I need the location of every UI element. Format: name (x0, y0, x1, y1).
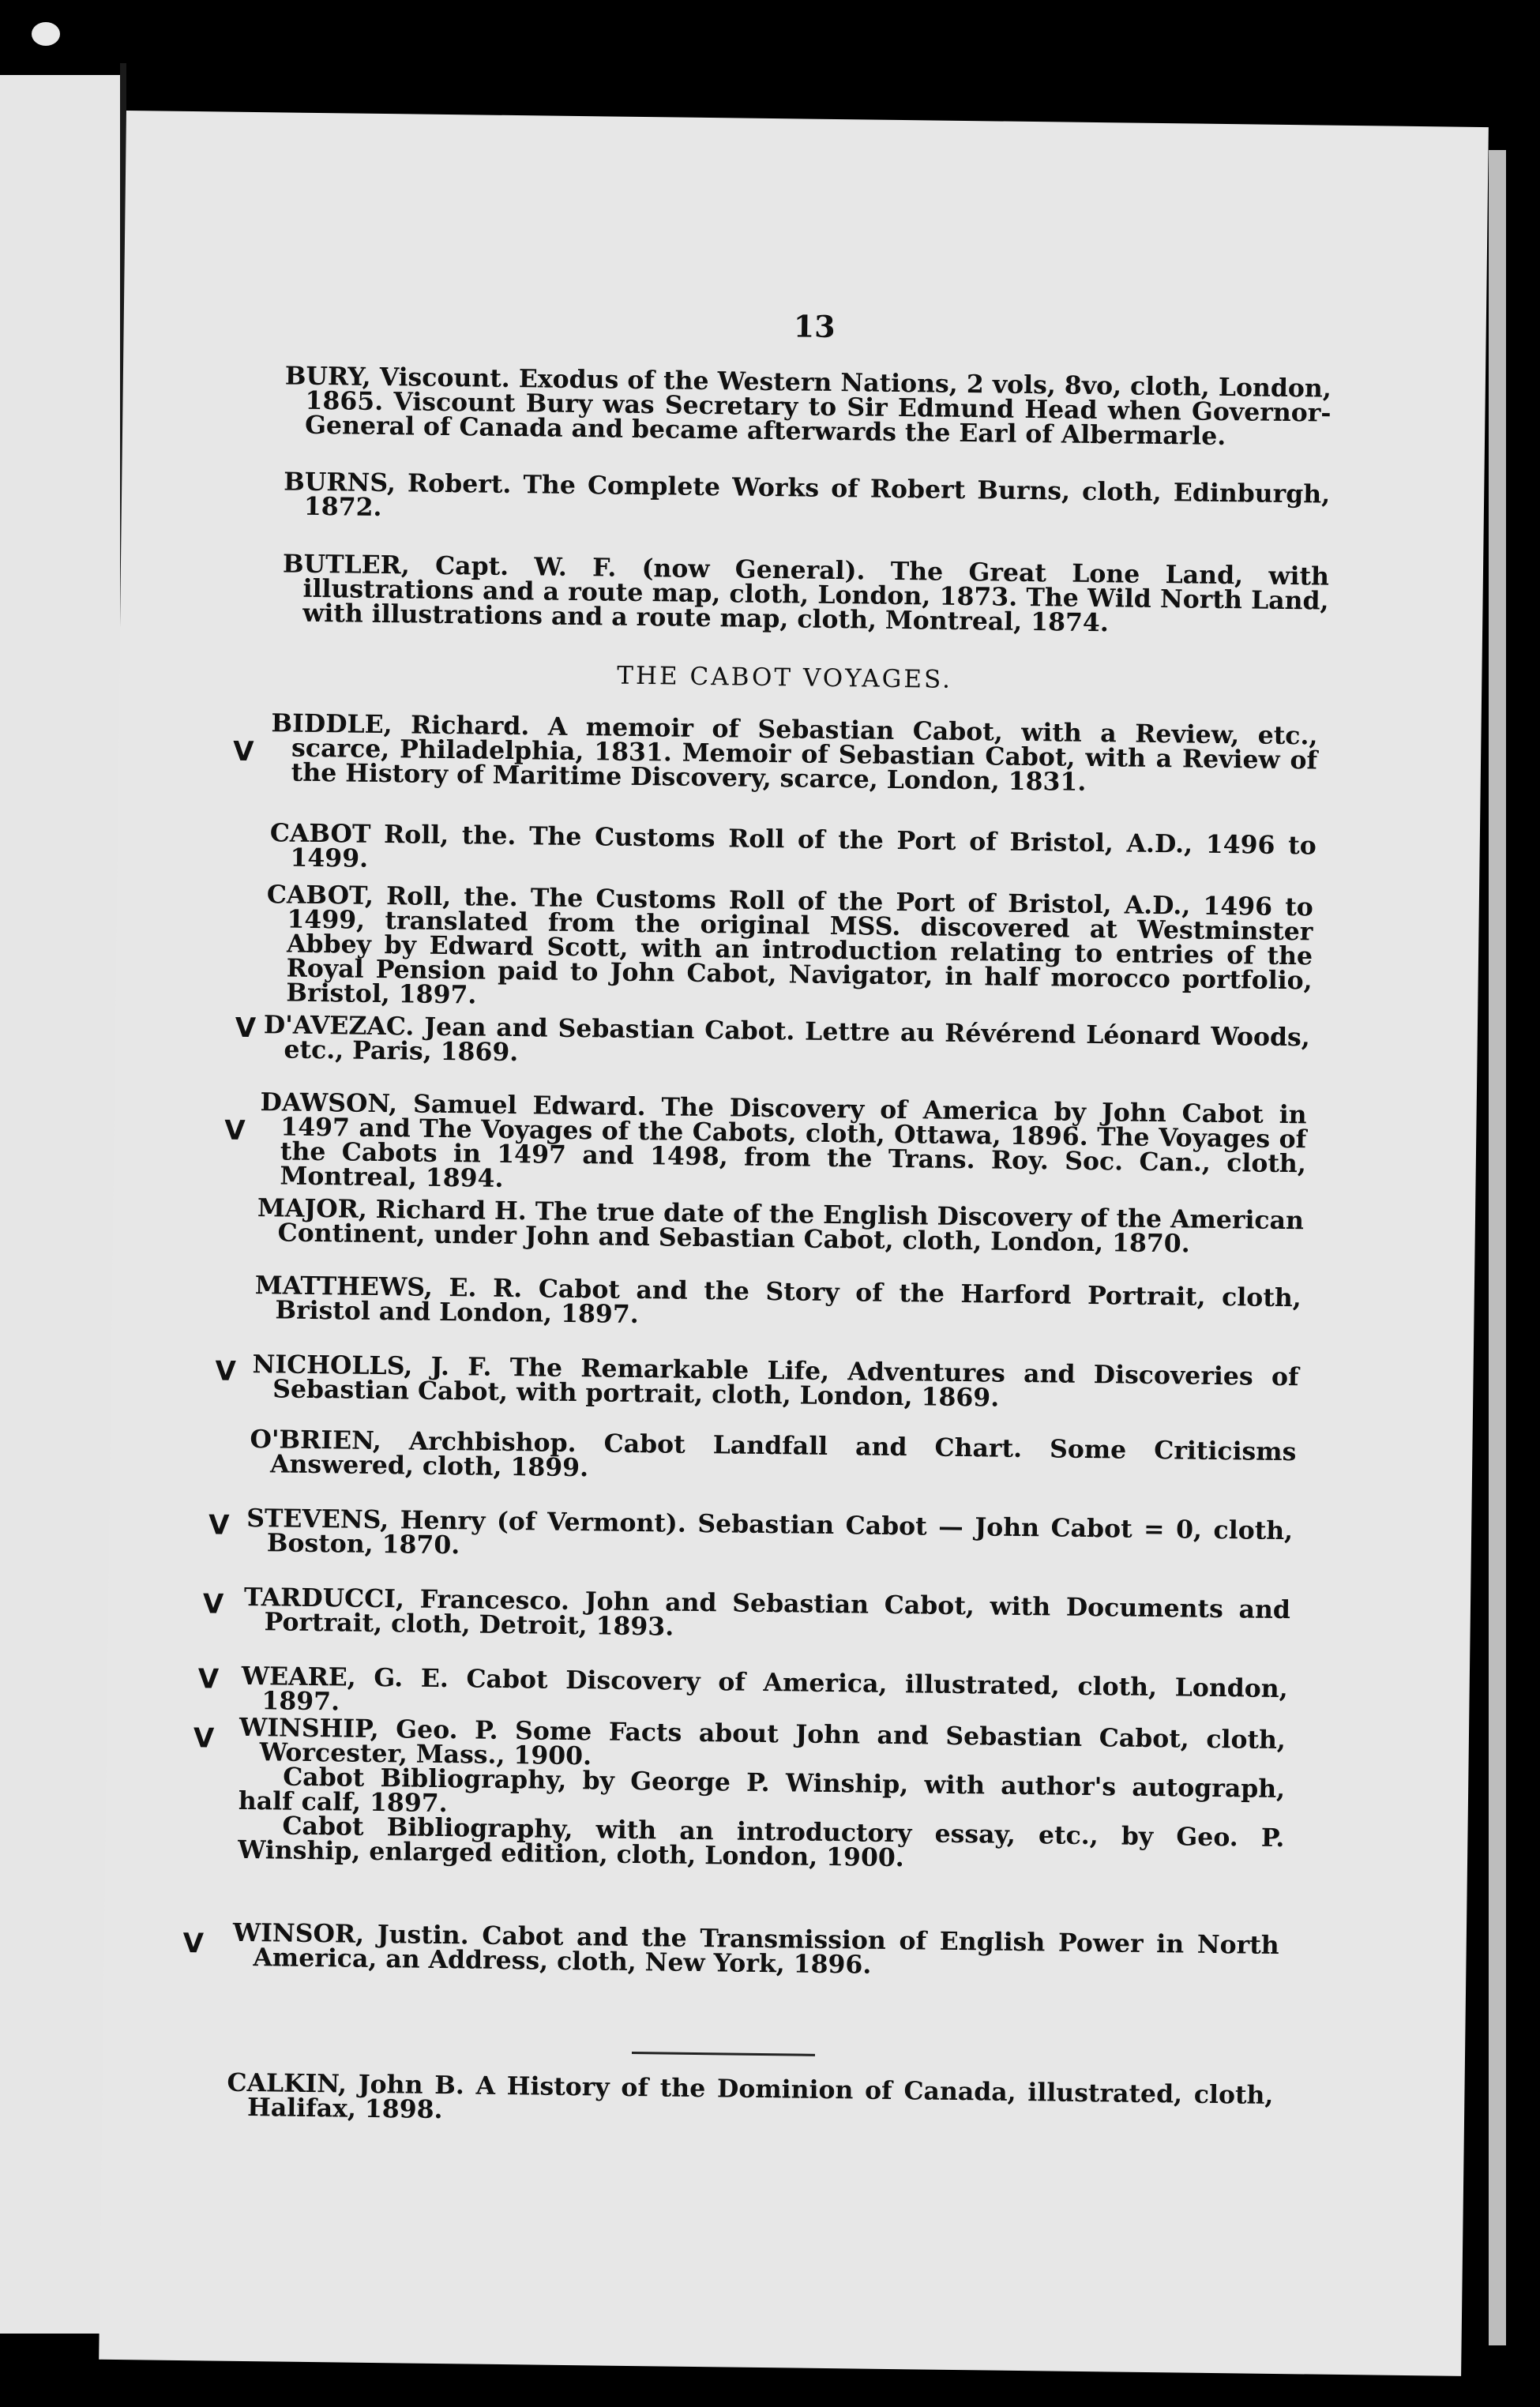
entry-text: TARDUCCI, Francesco. John and Sebastian Cabot, with Documents and Portrait, cloth, Detroit, 1893. (243, 1582, 1291, 1642)
check-mark: V (182, 1928, 205, 1960)
entry-dawson (259, 1087, 1307, 1200)
section-title: THE CABOT VOYAGES. (617, 661, 953, 694)
entry-nicholls (252, 1352, 1299, 1414)
entry-tarducci (243, 1582, 1291, 1647)
entry-text: CALKIN, John B. A History of the Dominion of Canada, illustrated, cloth, Halifax, 1898. (227, 2067, 1274, 2125)
entry-text: MAJOR, Richard H. The true date of the English Discovery of the American Continent, under John and Sebastian Cabot, cloth, London, 1870. (257, 1193, 1305, 1259)
entry-text: WINSHIP, Geo. P. Some Facts about John and Sebastian Cabot, cloth, Worcester, Mass., 1900. (239, 1712, 1286, 1771)
entry-text: NICHOLLS, J. F. The Remarkable Life, Adventures and Discoveries of Sebastian Cabot, with portrait, cloth, London, 1869. (252, 1350, 1299, 1413)
entry-text: BIDDLE, Richard. A memoir of Sebastian Cabot, with a Review, etc., scarce, Philadelphia, 1831. Memoir of Sebastian Cabot, with a Review of the History of Maritime Discovery, scarce, London, 1831. (271, 708, 1318, 797)
check-mark: V (193, 1722, 215, 1755)
entry-text: WINSOR, Justin. Cabot and the Transmission of English Power in North America, an Address, cloth, New York, 1896. (232, 1917, 1279, 1980)
section-divider (632, 2052, 815, 2056)
page-number: 13 (793, 308, 836, 344)
entry-cabot-roll (269, 820, 1317, 882)
check-mark: V (197, 1663, 220, 1695)
entry-stevens (246, 1503, 1294, 1568)
check-mark: V (208, 1509, 230, 1541)
entry-text: MATTHEWS, E. R. Cabot and the Story of the Harford Portrait, cloth, Bristol and London, 1897. (254, 1271, 1301, 1330)
entry-cabot-roll-translated (265, 882, 1313, 1017)
facing-page-edge (0, 75, 120, 2334)
check-mark: V (215, 1355, 237, 1387)
check-mark: V (232, 735, 254, 768)
entry-text: BURY, Viscount. Exodus of the Western Nations, 2 vols, 8vo, cloth, London, 1865. Viscount Bury was Secretary to Sir Edmund Head when Governor-General of Canada and became afterwards the Earl of Albermarle. (284, 361, 1332, 452)
entry-text: CABOT Roll, the. The Customs Roll of the Port of Bristol, A.D., 1496 to 1499. (269, 818, 1317, 873)
entry-text: CABOT, Roll, the. The Customs Roll of the Port of Bristol, A.D., 1496 to 1499, translated from the original MSS. discovered at Westminster Abbey by Edward Scott, with an introduction relating to entries of the Royal Pension paid to John Cabot, Navigator, in half morocco portfolio, Bristol, 1897. (266, 880, 1314, 1010)
entry-winsor (232, 1917, 1279, 1982)
entry-davezac (263, 1012, 1310, 1074)
entry-winship (237, 1712, 1286, 1875)
page-edge-shadow (1489, 150, 1506, 2345)
punch-hole (32, 22, 60, 46)
entry-subtext: Cabot Bibliography, by George P. Winship, with author's autograph, half calf, 1897. (238, 1762, 1286, 1819)
entry-text: O'BRIEN, Archbishop. Cabot Landfall and Chart. Some Criticisms Answered, cloth, 1899. (250, 1425, 1297, 1483)
entry-burns (284, 469, 1331, 531)
entry-matthews (254, 1273, 1301, 1335)
entry-calkin (227, 2067, 1274, 2132)
entry-text: WEARE, G. E. Cabot Discovery of America, illustrated, cloth, London, 1897. (241, 1661, 1288, 1717)
entry-text: DAWSON, Samuel Edward. The Discovery of America by John Cabot in 1497 and The Voyages of the Cabots, cloth, Ottawa, 1896. The Voyages of the Cabots in 1497 and 1498, from the Trans. Roy. Soc. Can., cloth, Montreal, 1894. (260, 1087, 1307, 1193)
entry-major (257, 1193, 1305, 1259)
entry-butler (282, 551, 1329, 637)
check-mark: V (223, 1114, 246, 1147)
check-mark: V (202, 1588, 224, 1620)
entry-bury (284, 361, 1332, 452)
entry-obrien (250, 1427, 1297, 1489)
entry-text: D'AVEZAC. Jean and Sebastian Cabot. Lettre au Révérend Léonard Woods, etc., Paris, 1869. (263, 1010, 1310, 1068)
entry-subtext: Cabot Bibliography, with an introductory essay, etc., by Geo. P. Winship, enlarged edition, cloth, London, 1900. (237, 1811, 1285, 1873)
entry-biddle (271, 708, 1318, 797)
entry-text: BUTLER, Capt. W. F. (now General). The Great Lone Land, with illustrations and a route map, cloth, London, 1873. The Wild North Land, with illustrations and a route map, cloth, Montreal, 1874. (282, 549, 1330, 638)
check-mark: V (235, 1012, 257, 1045)
book-page (99, 111, 1489, 2376)
entry-text: BURNS, Robert. The Complete Works of Robert Burns, cloth, Edinburgh, 1872. (284, 467, 1331, 522)
entry-text: STEVENS, Henry (of Vermont). Sebastian Cabot — John Cabot = 0, cloth, Boston, 1870. (246, 1503, 1294, 1560)
